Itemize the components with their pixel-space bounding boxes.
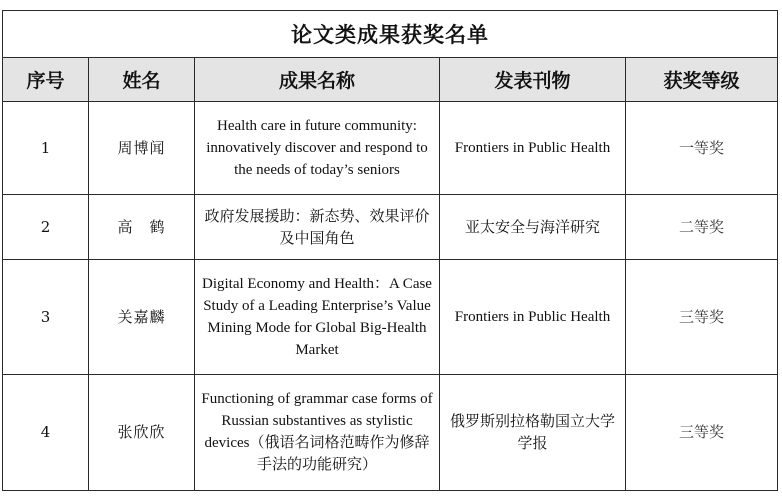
row-level: 一等奖	[626, 101, 778, 194]
row-index: 3	[3, 259, 89, 374]
table-row	[3, 374, 778, 490]
row-journal: 俄罗斯别拉格勒国立大学学报	[440, 374, 626, 490]
header-level: 获奖等级	[626, 58, 778, 101]
table-row	[3, 194, 778, 259]
header-row	[3, 58, 778, 101]
row-name: 周博闻	[89, 101, 195, 194]
row-journal: 亚太安全与海洋研究	[440, 194, 626, 259]
row-work: Functioning of grammar case forms of Russian substantives as stylistic devices（俄语名词格范畴作为修辞手法的功能研究）	[195, 374, 440, 490]
awards-table	[2, 10, 778, 491]
header-name: 姓名	[89, 58, 195, 101]
row-index: 4	[3, 374, 89, 490]
row-name: 张欣欣	[89, 374, 195, 490]
row-work: Digital Economy and Health：A Case Study of a Leading Enterprise’s Value Mining Mode for Global Big-Health Market	[195, 259, 440, 374]
header-journal: 发表刊物	[440, 58, 626, 101]
row-name: 高 鹤	[89, 194, 195, 259]
header-work: 成果名称	[195, 58, 440, 101]
row-index: 1	[3, 101, 89, 194]
row-work: Health care in future community: innovatively discover and respond to the needs of today’s seniors	[195, 101, 440, 194]
row-index: 2	[3, 194, 89, 259]
row-journal: Frontiers in Public Health	[440, 259, 626, 374]
row-name: 关嘉麟	[89, 259, 195, 374]
row-journal: Frontiers in Public Health	[440, 101, 626, 194]
title-row	[3, 11, 778, 58]
table-row	[3, 259, 778, 374]
row-level: 二等奖	[626, 194, 778, 259]
row-level: 三等奖	[626, 259, 778, 374]
row-work: 政府发展援助：新态势、效果评价及中国角色	[195, 194, 440, 259]
header-index: 序号	[3, 58, 89, 101]
table-row	[3, 101, 778, 194]
row-level: 三等奖	[626, 374, 778, 490]
table-title: 论文类成果获奖名单	[3, 11, 778, 58]
